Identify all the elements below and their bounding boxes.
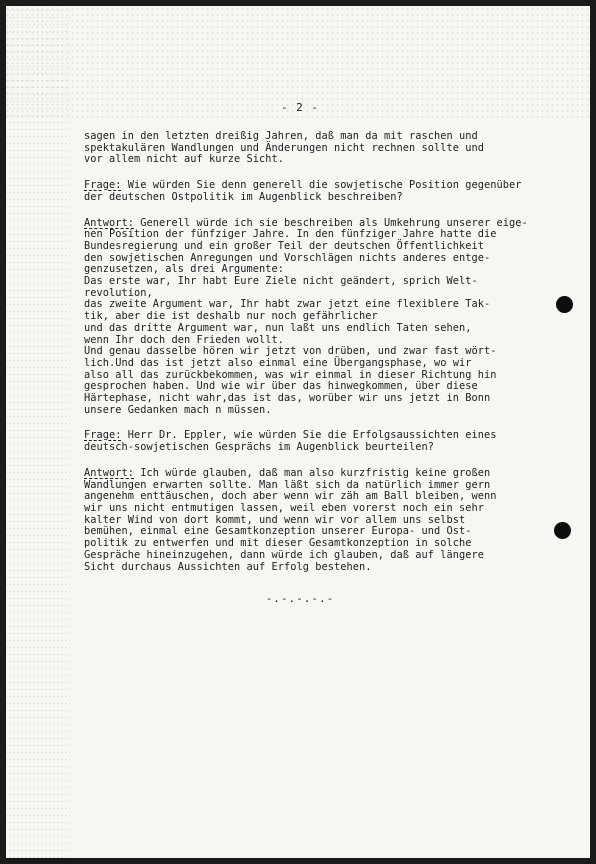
text-line: politik zu entwerfen und mit dieser Gesamtkonzeption in solche [84, 537, 472, 550]
text-line: gesprochen haben. Und wie wir über das hinwegkommen, über diese [84, 380, 478, 393]
text-line: genzusetzen, als drei Argumente: [84, 263, 284, 276]
document-body [84, 131, 554, 587]
text-line: und das dritte Argument war, nun laßt uns endlich Taten sehen, [84, 321, 472, 334]
text-line: Härtephase, nicht wahr,das ist das, worüber wir uns jetzt in Bonn [84, 392, 491, 405]
text-line: das zweite Argument war, Ihr habt zwar jetzt eine flexiblere Tak- [84, 298, 491, 311]
paragraph [84, 430, 554, 453]
speaker-label: Antwort: [84, 216, 134, 229]
text-line: nen Position der fünfziger Jahre. In den fünfziger Jahre hatte die [84, 228, 497, 241]
text-line: also all das zurückbekommen, was wir einmal in dieser Richtung hin [84, 368, 497, 381]
text-line: deutsch-sowjetischen Gesprächs im Augenblick beurteilen? [84, 441, 434, 454]
text-line: sagen in den letzten dreißig Jahren, daß man da mit raschen und [84, 130, 478, 142]
text-line [84, 468, 554, 480]
text-line: Sicht durchaus Aussichten auf Erfolg bestehen. [84, 560, 372, 573]
text-line: Und genau dasselbe hören wir jetzt von drüben, und zwar fast wört- [84, 345, 497, 358]
text-line: Das erste war, Ihr habt Eure Ziele nicht geändert, sprich Welt- [84, 275, 478, 288]
text-line: Gespräche hineinzugehen, dann würde ich glauben, daß auf längere [84, 548, 484, 561]
speaker-label: Antwort: [84, 466, 134, 479]
paragraph [84, 131, 554, 166]
scan-noise [0, 0, 70, 864]
text-line: unsere Gedanken mach n müssen. [84, 403, 272, 416]
text-line: tik, aber die ist deshalb nur noch gefährlicher [84, 310, 378, 323]
line-text: Herr Dr. Eppler, wie würden Sie die Erfolgsaussichten eines [121, 429, 497, 442]
text-line: Bundesregierung und ein großer Teil der deutschen Öffentlichkeit [84, 239, 484, 252]
text-line: wir uns nicht entmutigen lassen, weil eben vorerst noch ein sehr [84, 501, 484, 514]
text-line: den sowjetischen Anregungen und Vorschlägen nichts anderes entge- [84, 251, 491, 264]
text-line: der deutschen Ostpolitik im Augenblick beschreiben? [84, 190, 403, 203]
end-mark: -.-.-.-.- [265, 592, 335, 605]
paragraph [84, 180, 554, 203]
page-number: - 2 - [280, 101, 320, 114]
line-text: Generell würde ich sie beschreiben als Umkehrung unserer eige- [134, 216, 528, 229]
paragraph [84, 218, 554, 417]
paragraph [84, 468, 554, 573]
text-line: wenn Ihr doch den Frieden wollt. [84, 333, 284, 346]
text-line: Wandlungen erwarten sollte. Man läßt sich da natürlich immer gern [84, 478, 491, 491]
speaker-label: Frage: [84, 429, 122, 442]
punch-hole [554, 522, 571, 539]
text-line: revolution, [84, 286, 153, 299]
text-line: vor allem nicht auf kurze Sicht. [84, 153, 284, 166]
text-line: angenehm enttäuschen, doch aber wenn wir zäh am Ball bleiben, wenn [84, 490, 497, 503]
text-line: bemühen, einmal eine Gesamtkonzeption unserer Europa- und Ost- [84, 525, 472, 538]
line-text: Wie würden Sie denn generell die sowjetische Position gegenüber [121, 179, 522, 192]
text-line: lich.Und das ist jetzt also einmal eine Übergangsphase, wo wir [84, 356, 472, 369]
text-line: kalter Wind von dort kommt, und wenn wir vor allem uns selbst [84, 513, 466, 526]
speaker-label: Frage: [84, 179, 122, 192]
line-text: Ich würde glauben, daß man also kurzfristig keine großen [134, 466, 491, 479]
text-line: spektakulären Wandlungen und Änderungen nicht rechnen sollte und [84, 141, 484, 154]
punch-hole [556, 296, 573, 313]
